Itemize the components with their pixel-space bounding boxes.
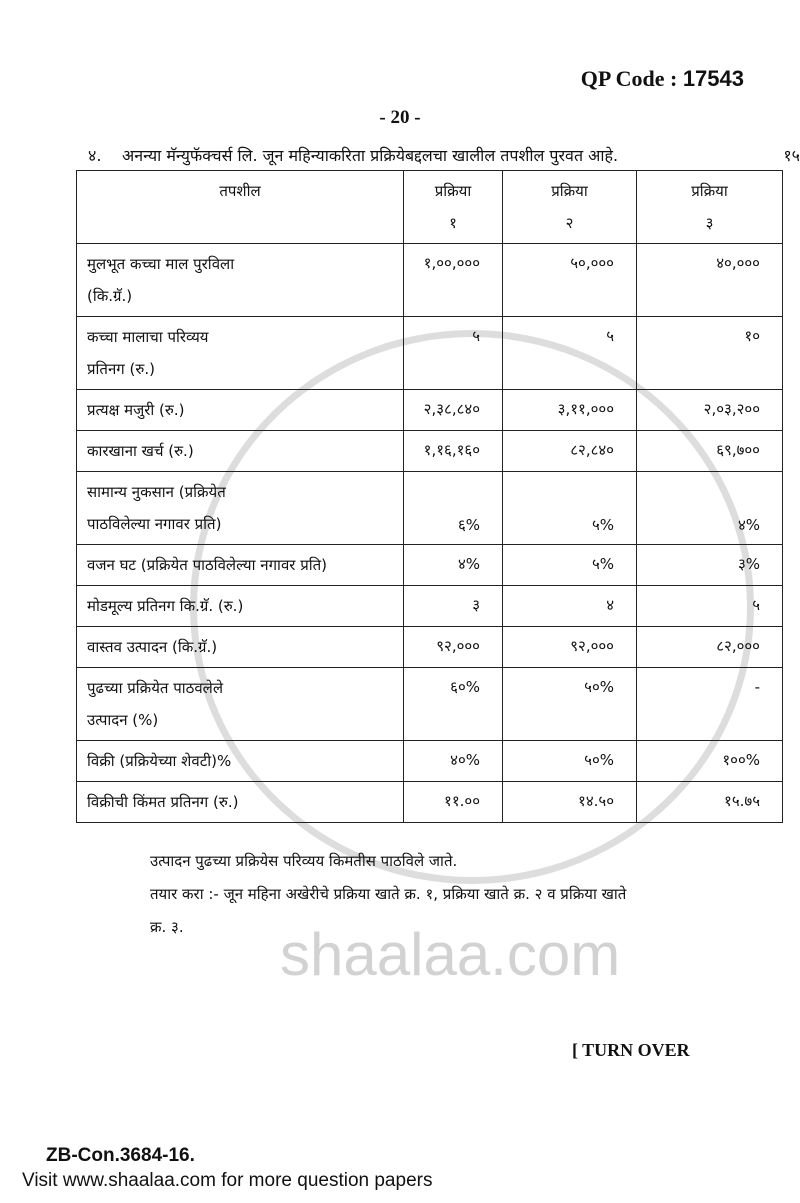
table-row <box>77 390 783 431</box>
header-line: प्रक्रिया <box>551 182 588 200</box>
note-line: तयार करा :- जून महिना अखेरीचे प्रक्रिया खाते क्र. १, प्रक्रिया खाते क्र. २ व प्रक्रिया खाते <box>150 885 627 903</box>
row-label-line: विक्री (प्रक्रियेच्या शेवटी)% <box>87 752 232 770</box>
row-label-line: विक्रीची किंमत प्रतिनग (रु.) <box>87 793 239 811</box>
exam-code: ZB-Con.3684-16. <box>46 1145 195 1166</box>
process-details-table <box>76 170 783 823</box>
table-row <box>77 431 783 472</box>
qp-code-label: QP Code : <box>580 66 683 91</box>
row-value: १० <box>637 317 783 390</box>
question-number: ४. <box>88 146 102 165</box>
row-value: १४.५० <box>503 782 637 823</box>
question-text: अनन्या मॅन्युफॅक्चर्स लि. जून महिन्याकरिता प्रक्रियेबद्दलचा खालील तपशील पुरवत आहे. <box>122 146 619 165</box>
row-value: ३,११,००० <box>503 390 637 431</box>
row-value: २,३८,८४० <box>404 390 503 431</box>
header-line: २ <box>565 214 574 232</box>
row-label-line: कारखाना खर्च (रु.) <box>87 442 194 460</box>
row-value: ५०,००० <box>503 244 637 317</box>
visit-link[interactable]: Visit www.shaalaa.com for more question papers <box>22 1170 433 1191</box>
row-label <box>77 627 404 668</box>
table-row <box>77 627 783 668</box>
row-value: ५ <box>404 317 503 390</box>
turn-over: [ TURN OVER <box>572 1040 690 1060</box>
row-label <box>77 545 404 586</box>
row-value: १००% <box>637 741 783 782</box>
row-value: ५% <box>503 472 637 545</box>
note-line: उत्पादन पुढच्या प्रक्रियेस परिव्यय किमतीस पाठविले जाते. <box>150 852 458 870</box>
row-label-line: वजन घट (प्रक्रियेत पाठविलेल्या नगावर प्रति) <box>87 556 328 574</box>
row-value: ४ <box>503 586 637 627</box>
row-label-line: प्रतिनग (रु.) <box>87 360 155 378</box>
row-value: ८२,८४० <box>503 431 637 472</box>
row-label <box>77 782 404 823</box>
note-line: क्र. ३. <box>150 918 184 936</box>
row-label-line: (कि.ग्रॅ.) <box>87 287 133 305</box>
header-line: ३ <box>705 214 714 232</box>
row-value: ८२,००० <box>637 627 783 668</box>
row-label <box>77 472 404 545</box>
row-value: ११.०० <box>404 782 503 823</box>
row-label-line: कच्चा मालाचा परिव्यय <box>87 328 209 346</box>
row-label-line: प्रत्यक्ष मजुरी (रु.) <box>87 401 185 419</box>
table-row <box>77 668 783 741</box>
row-value: ५% <box>503 545 637 586</box>
row-value: ३ <box>404 586 503 627</box>
row-label-line: पाठविलेल्या नगावर प्रति) <box>87 515 222 533</box>
header-line: १ <box>449 214 457 232</box>
row-label <box>77 317 404 390</box>
row-value: - <box>637 668 783 741</box>
row-value: ५०% <box>503 741 637 782</box>
table-header-row <box>77 171 783 244</box>
table-row <box>77 545 783 586</box>
row-label-line: मुलभूत कच्चा माल पुरविला <box>87 255 235 273</box>
header-line: प्रक्रिया <box>434 182 472 200</box>
table-row <box>77 244 783 317</box>
row-label <box>77 741 404 782</box>
row-value: ४% <box>404 545 503 586</box>
question-row <box>88 145 800 167</box>
row-label-line: उत्पादन (%) <box>87 711 159 729</box>
row-value: ४% <box>637 472 783 545</box>
table-row <box>77 741 783 782</box>
row-label <box>77 244 404 317</box>
page-number: - 20 - <box>379 107 421 128</box>
row-value: ४०% <box>404 741 503 782</box>
row-label <box>77 586 404 627</box>
header-line: प्रक्रिया <box>691 182 728 200</box>
row-value: ६०% <box>404 668 503 741</box>
row-value: ९२,००० <box>503 627 637 668</box>
row-value: ३% <box>637 545 783 586</box>
row-label <box>77 668 404 741</box>
row-label-line: सामान्य नुकसान (प्रक्रियेत <box>87 483 226 501</box>
row-value: २,०३,२०० <box>637 390 783 431</box>
table-header-cell <box>404 171 503 244</box>
table-header-cell <box>637 171 783 244</box>
notes <box>150 845 786 944</box>
row-value: १५.७५ <box>637 782 783 823</box>
row-value: ५०% <box>503 668 637 741</box>
row-value: ४०,००० <box>637 244 783 317</box>
row-label-line: पुढच्या प्रक्रियेत पाठवलेले <box>87 679 224 697</box>
table-row <box>77 317 783 390</box>
row-label <box>77 390 404 431</box>
qp-code-value: 17543 <box>682 66 744 91</box>
row-label <box>77 431 404 472</box>
question-block <box>76 145 800 944</box>
row-label-line: मोडमूल्य प्रतिनग कि.ग्रॅ. (रु.) <box>87 597 244 615</box>
header-line: तपशील <box>219 182 261 200</box>
table-row <box>77 782 783 823</box>
row-value: १,१६,१६० <box>404 431 503 472</box>
row-value: ६९,७०० <box>637 431 783 472</box>
table-row <box>77 472 783 545</box>
row-value: ९२,००० <box>404 627 503 668</box>
row-value: ६% <box>404 472 503 545</box>
row-label-line: वास्तव उत्पादन (कि.ग्रॅ.) <box>87 638 218 656</box>
table-header-cell <box>77 171 404 244</box>
row-value: ५ <box>637 586 783 627</box>
watermark-text: shaalaa.com <box>280 921 621 988</box>
question-marks: १५ <box>783 146 800 165</box>
table-row <box>77 586 783 627</box>
table-header-cell <box>503 171 637 244</box>
qp-code <box>581 66 744 92</box>
row-value: १,००,००० <box>404 244 503 317</box>
row-value: ५ <box>503 317 637 390</box>
